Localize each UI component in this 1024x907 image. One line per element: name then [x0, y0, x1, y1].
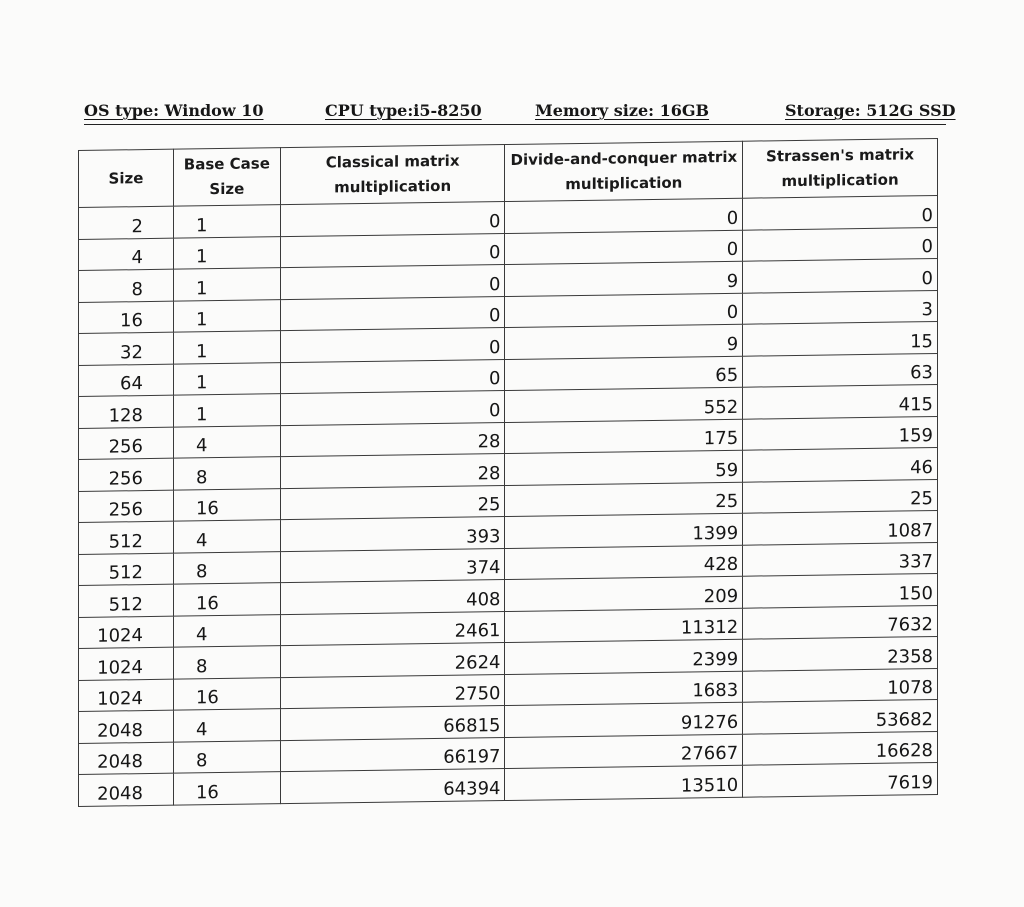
memory-size-label: Memory size: 16GB — [535, 101, 710, 120]
cell-base-case: 16 — [173, 677, 280, 710]
header-dnc-line2: multiplication — [565, 173, 683, 194]
header-strassen-line1: Strassen's matrix — [766, 145, 915, 166]
cell-strassen: 1078 — [743, 668, 938, 702]
cell-base-case: 1 — [173, 268, 280, 301]
cell-base-case: 1 — [173, 362, 280, 395]
cell-base-case: 1 — [173, 394, 280, 427]
cell-divide-conquer: 9 — [505, 324, 743, 359]
header-strassen — [743, 138, 938, 198]
cell-size: 2 — [79, 206, 174, 239]
cell-divide-conquer: 0 — [505, 198, 743, 233]
storage-label: Storage: 512G SSD — [785, 101, 956, 120]
cell-size: 1024 — [79, 679, 174, 712]
cell-strassen: 337 — [743, 542, 938, 576]
cell-base-case: 1 — [173, 331, 280, 364]
cell-size: 512 — [79, 553, 174, 586]
cell-classical: 28 — [280, 454, 505, 489]
cell-base-case: 16 — [173, 583, 280, 616]
cell-base-case: 4 — [173, 614, 280, 647]
cell-divide-conquer: 175 — [505, 419, 743, 454]
cell-classical: 408 — [280, 580, 505, 615]
cell-classical: 0 — [280, 296, 505, 331]
os-type-label: OS type: Window 10 — [84, 101, 264, 120]
cell-classical: 2624 — [280, 643, 505, 678]
cell-divide-conquer: 59 — [505, 450, 743, 485]
cell-divide-conquer: 0 — [505, 230, 743, 265]
cell-size: 4 — [79, 238, 174, 271]
cell-size: 1024 — [79, 616, 174, 649]
cell-classical: 64394 — [280, 769, 505, 804]
cell-base-case: 1 — [173, 236, 280, 269]
cell-size: 2048 — [79, 710, 174, 743]
cell-size: 128 — [79, 395, 174, 428]
cell-base-case: 8 — [173, 646, 280, 679]
cell-classical: 374 — [280, 548, 505, 583]
header-classical-line1: Classical matrix — [325, 151, 460, 172]
cell-strassen: 415 — [743, 384, 938, 418]
cell-size: 8 — [79, 269, 174, 302]
cell-strassen: 2358 — [743, 636, 938, 670]
cell-classical: 2461 — [280, 611, 505, 646]
cell-base-case: 16 — [173, 772, 280, 805]
cell-classical: 2750 — [280, 674, 505, 709]
cell-strassen: 53682 — [743, 699, 938, 733]
cell-divide-conquer: 209 — [505, 576, 743, 611]
cell-classical: 25 — [280, 485, 505, 520]
cell-size: 32 — [79, 332, 174, 365]
cell-strassen: 15 — [743, 321, 938, 355]
cell-strassen: 0 — [743, 227, 938, 261]
cell-classical: 0 — [280, 202, 505, 237]
results-table — [78, 138, 938, 807]
header-divide-and-conquer — [505, 141, 743, 201]
cell-strassen: 159 — [743, 416, 938, 450]
cell-base-case: 1 — [173, 205, 280, 238]
header-base-case-line2: Size — [209, 179, 245, 199]
cell-classical: 28 — [280, 422, 505, 457]
cell-divide-conquer: 65 — [505, 356, 743, 391]
cell-divide-conquer: 25 — [505, 482, 743, 517]
header-size-line1: Size — [108, 168, 144, 188]
cell-classical: 66197 — [280, 737, 505, 772]
cell-divide-conquer: 428 — [505, 545, 743, 580]
cell-size: 2048 — [79, 773, 174, 806]
cell-divide-conquer: 11312 — [505, 608, 743, 643]
cell-base-case: 4 — [173, 709, 280, 742]
cell-strassen: 1087 — [743, 510, 938, 544]
cell-divide-conquer: 552 — [505, 387, 743, 422]
cell-strassen: 3 — [743, 290, 938, 324]
cell-classical: 0 — [280, 265, 505, 300]
header-dnc-line1: Divide-and-conquer matrix — [510, 147, 738, 169]
cell-classical: 0 — [280, 233, 505, 268]
cell-base-case: 4 — [173, 520, 280, 553]
cell-strassen: 63 — [743, 353, 938, 387]
cell-strassen: 7632 — [743, 605, 938, 639]
cell-base-case: 4 — [173, 425, 280, 458]
cell-classical: 393 — [280, 517, 505, 552]
header-classical — [280, 145, 505, 205]
cell-strassen: 0 — [743, 258, 938, 292]
cell-strassen: 16628 — [743, 731, 938, 765]
cell-divide-conquer: 91276 — [505, 702, 743, 737]
header-strassen-line2: multiplication — [781, 170, 899, 191]
system-specs-line — [84, 98, 956, 125]
cell-base-case: 8 — [173, 740, 280, 773]
cell-classical: 0 — [280, 391, 505, 426]
cell-size: 1024 — [79, 647, 174, 680]
cell-size: 256 — [79, 427, 174, 460]
cell-strassen: 46 — [743, 447, 938, 481]
cell-divide-conquer: 2399 — [505, 639, 743, 674]
header-size — [79, 149, 174, 207]
cell-divide-conquer: 1683 — [505, 671, 743, 706]
cell-divide-conquer: 1399 — [505, 513, 743, 548]
cell-strassen: 25 — [743, 479, 938, 513]
cell-base-case: 8 — [173, 457, 280, 490]
cell-size: 512 — [79, 521, 174, 554]
cell-divide-conquer: 0 — [505, 293, 743, 328]
cell-size: 256 — [79, 490, 174, 523]
cell-base-case: 1 — [173, 299, 280, 332]
header-base-case-size — [173, 148, 280, 206]
cell-size: 512 — [79, 584, 174, 617]
cell-divide-conquer: 13510 — [505, 765, 743, 800]
cpu-type-label: CPU type:i5-8250 — [325, 101, 482, 120]
cell-classical: 0 — [280, 328, 505, 363]
cell-classical: 66815 — [280, 706, 505, 741]
cell-strassen: 0 — [743, 195, 938, 229]
cell-size: 2048 — [79, 742, 174, 775]
cell-size: 256 — [79, 458, 174, 491]
cell-divide-conquer: 27667 — [505, 734, 743, 769]
cell-classical: 0 — [280, 359, 505, 394]
cell-size: 64 — [79, 364, 174, 397]
cell-base-case: 16 — [173, 488, 280, 521]
cell-strassen: 7619 — [743, 762, 938, 796]
cell-strassen: 150 — [743, 573, 938, 607]
cell-divide-conquer: 9 — [505, 261, 743, 296]
cell-base-case: 8 — [173, 551, 280, 584]
header-base-case-line1: Base Case — [183, 154, 270, 174]
header-classical-line2: multiplication — [334, 176, 452, 197]
cell-size: 16 — [79, 301, 174, 334]
